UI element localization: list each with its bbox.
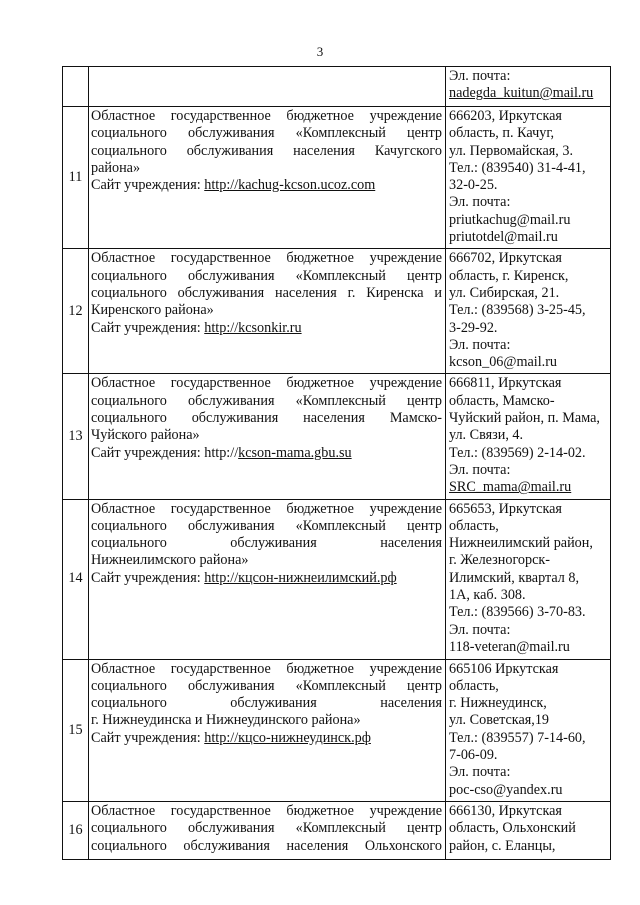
contact-line: 665106 Иркутская (449, 660, 559, 677)
contact-line: 666702, Иркутская (449, 250, 562, 267)
desc-line: социального обслуживания населения (91, 695, 442, 712)
description-cell (89, 67, 446, 107)
contact-line: Эл. почта: (449, 68, 511, 84)
contact-line: ул. Первомайская, 3. (449, 142, 574, 159)
description-cell (89, 499, 446, 659)
page-number: 3 (316, 44, 324, 59)
desc-line: социального обслуживания «Комплексный центр (91, 517, 442, 534)
contact-cell (446, 249, 611, 374)
contact-line: Эл. почта: (449, 336, 511, 353)
email-link[interactable]: priutotdel@mail.ru (449, 229, 558, 246)
email-link[interactable]: poc-cso@yandex.ru (449, 781, 563, 798)
contact-line: г. Железногорск- (449, 552, 551, 569)
contact-line: Эл. почта: (449, 764, 511, 781)
table-row (63, 249, 611, 374)
contact-line: Чуйский район, п. Мама, (449, 410, 600, 427)
site-label: Сайт учреждения: (91, 729, 205, 746)
contact-cell (446, 499, 611, 659)
contact-cell (446, 801, 611, 859)
table-row (63, 107, 611, 249)
description-cell (89, 107, 446, 249)
contact-line: Эл. почта: (449, 194, 511, 211)
desc-line: Нижнеилимского района» (91, 552, 249, 569)
table-row (63, 374, 611, 499)
contact-line: область, (449, 517, 499, 534)
table-row (63, 659, 611, 801)
table-row (63, 499, 611, 659)
desc-line: Чуйского района» (91, 427, 200, 444)
contact-line: 7-06-09. (449, 747, 498, 764)
desc-line: социального обслуживания населения г. Киренска и (91, 284, 442, 301)
institutions-table (62, 66, 611, 860)
desc-line: социального обслуживания «Комплексный центр (91, 820, 442, 837)
site-line (91, 177, 442, 194)
contact-cell (446, 374, 611, 499)
site-line (91, 320, 442, 337)
site-line (91, 445, 442, 462)
desc-line: Областное государственное бюджетное учреждение (91, 660, 442, 677)
contact-line: область, Ольхонский (449, 820, 576, 837)
contact-line: ул. Сибирская, 21. (449, 284, 560, 301)
email-link[interactable]: 118-veteran@mail.ru (449, 638, 570, 655)
contact-line: 666811, Иркутская (449, 375, 562, 392)
site-label: Сайт учреждения: (91, 319, 205, 336)
contact-line: 666203, Иркутская (449, 108, 562, 124)
contact-line: г. Нижнеудинск, (449, 695, 547, 712)
contact-line: Тел.: (839557) 7-14-60, (449, 729, 586, 746)
contact-line: область, п. Качуг, (449, 125, 555, 142)
desc-line: социального обслуживания «Комплексный центр (91, 677, 442, 694)
contact-line: Тел.: (839566) 3-70-83. (449, 604, 586, 621)
desc-line: Областное государственное бюджетное учреждение (91, 108, 442, 124)
contact-line: ул. Связи, 4. (449, 427, 524, 444)
contact-line: 665653, Иркутская (449, 500, 562, 517)
contact-line: 32-0-25. (449, 177, 498, 194)
contact-line: 666130, Иркутская (449, 802, 562, 819)
contact-line: область, (449, 677, 499, 694)
contact-line: Эл. почта: (449, 621, 511, 638)
desc-line: Областное государственное бюджетное учреждение (91, 375, 442, 392)
contact-cell (446, 107, 611, 249)
contact-line: Тел.: (839569) 2-14-02. (449, 444, 586, 461)
site-link[interactable]: http://kachug-kcson.ucoz.com (204, 177, 376, 194)
desc-line: Областное государственное бюджетное учреждение (91, 802, 442, 819)
contact-line: 3-29-92. (449, 319, 498, 336)
contact-line: 1А, каб. 308. (449, 587, 526, 604)
contact-line: область, г. Киренск, (449, 267, 569, 284)
desc-line: Областное государственное бюджетное учреждение (91, 250, 442, 267)
contact-line: Илимский, квартал 8, (449, 569, 580, 586)
desc-line: социального обслуживания «Комплексный центр (91, 267, 442, 284)
contact-cell (446, 659, 611, 801)
contact-cell (446, 67, 611, 107)
row-number-cell (63, 67, 89, 107)
desc-line: социального обслуживания населения Мамско- (91, 410, 442, 427)
desc-line: социального обслуживания «Комплексный центр (91, 125, 442, 142)
table-row (63, 67, 611, 107)
desc-line: социального обслуживания населения Качугского (91, 142, 442, 159)
desc-line: Областное государственное бюджетное учреждение (91, 500, 442, 517)
contact-line: Тел.: (839540) 31-4-41, (449, 159, 586, 176)
row-number: 16 (63, 801, 89, 859)
desc-line: Киренского района» (91, 302, 214, 319)
contact-line: район, с. Еланцы, (449, 837, 556, 854)
desc-line: социального обслуживания населения (91, 535, 442, 552)
contact-line: Нижнеилимский район, (449, 535, 593, 552)
email-link[interactable]: nadegda_kuitun@mail.ru (449, 85, 594, 102)
description-cell (89, 801, 446, 859)
desc-line: района» (91, 159, 141, 176)
row-number: 15 (63, 659, 89, 801)
contact-line: ул. Советская,19 (449, 712, 550, 729)
desc-line: социального обслуживания населения Ольхонского (91, 837, 442, 854)
row-number: 12 (63, 249, 89, 374)
description-cell (89, 659, 446, 801)
site-link[interactable]: http://kcsonkir.ru (204, 319, 302, 336)
row-number: 11 (63, 107, 89, 249)
description-cell (89, 249, 446, 374)
email-link[interactable]: priutkachug@mail.ru (449, 211, 571, 228)
site-label: Сайт учреждения: (91, 569, 205, 586)
email-link[interactable]: kcson_06@mail.ru (449, 354, 558, 371)
row-number: 13 (63, 374, 89, 499)
desc-line: г. Нижнеудинска и Нижнеудинского района» (91, 712, 361, 729)
site-label: Сайт учреждения: http:// (91, 444, 239, 461)
contact-line: область, Мамско- (449, 392, 555, 409)
email-link[interactable]: SRC_mama@mail.ru (449, 479, 572, 496)
desc-line: социального обслуживания «Комплексный центр (91, 392, 442, 409)
row-number: 14 (63, 499, 89, 659)
site-label: Сайт учреждения: (91, 177, 205, 194)
table-row (63, 801, 611, 859)
site-link[interactable]: http://кцсо-нижнеудинск.рф (204, 729, 371, 746)
contact-line: Тел.: (839568) 3-25-45, (449, 302, 586, 319)
site-line (91, 730, 442, 747)
site-link[interactable]: kcson-mama.gbu.su (238, 444, 352, 461)
description-cell (89, 374, 446, 499)
site-line (91, 570, 442, 587)
site-link[interactable]: http://кцсон-нижнеилимский.рф (204, 569, 397, 586)
contact-line: Эл. почта: (449, 461, 511, 478)
